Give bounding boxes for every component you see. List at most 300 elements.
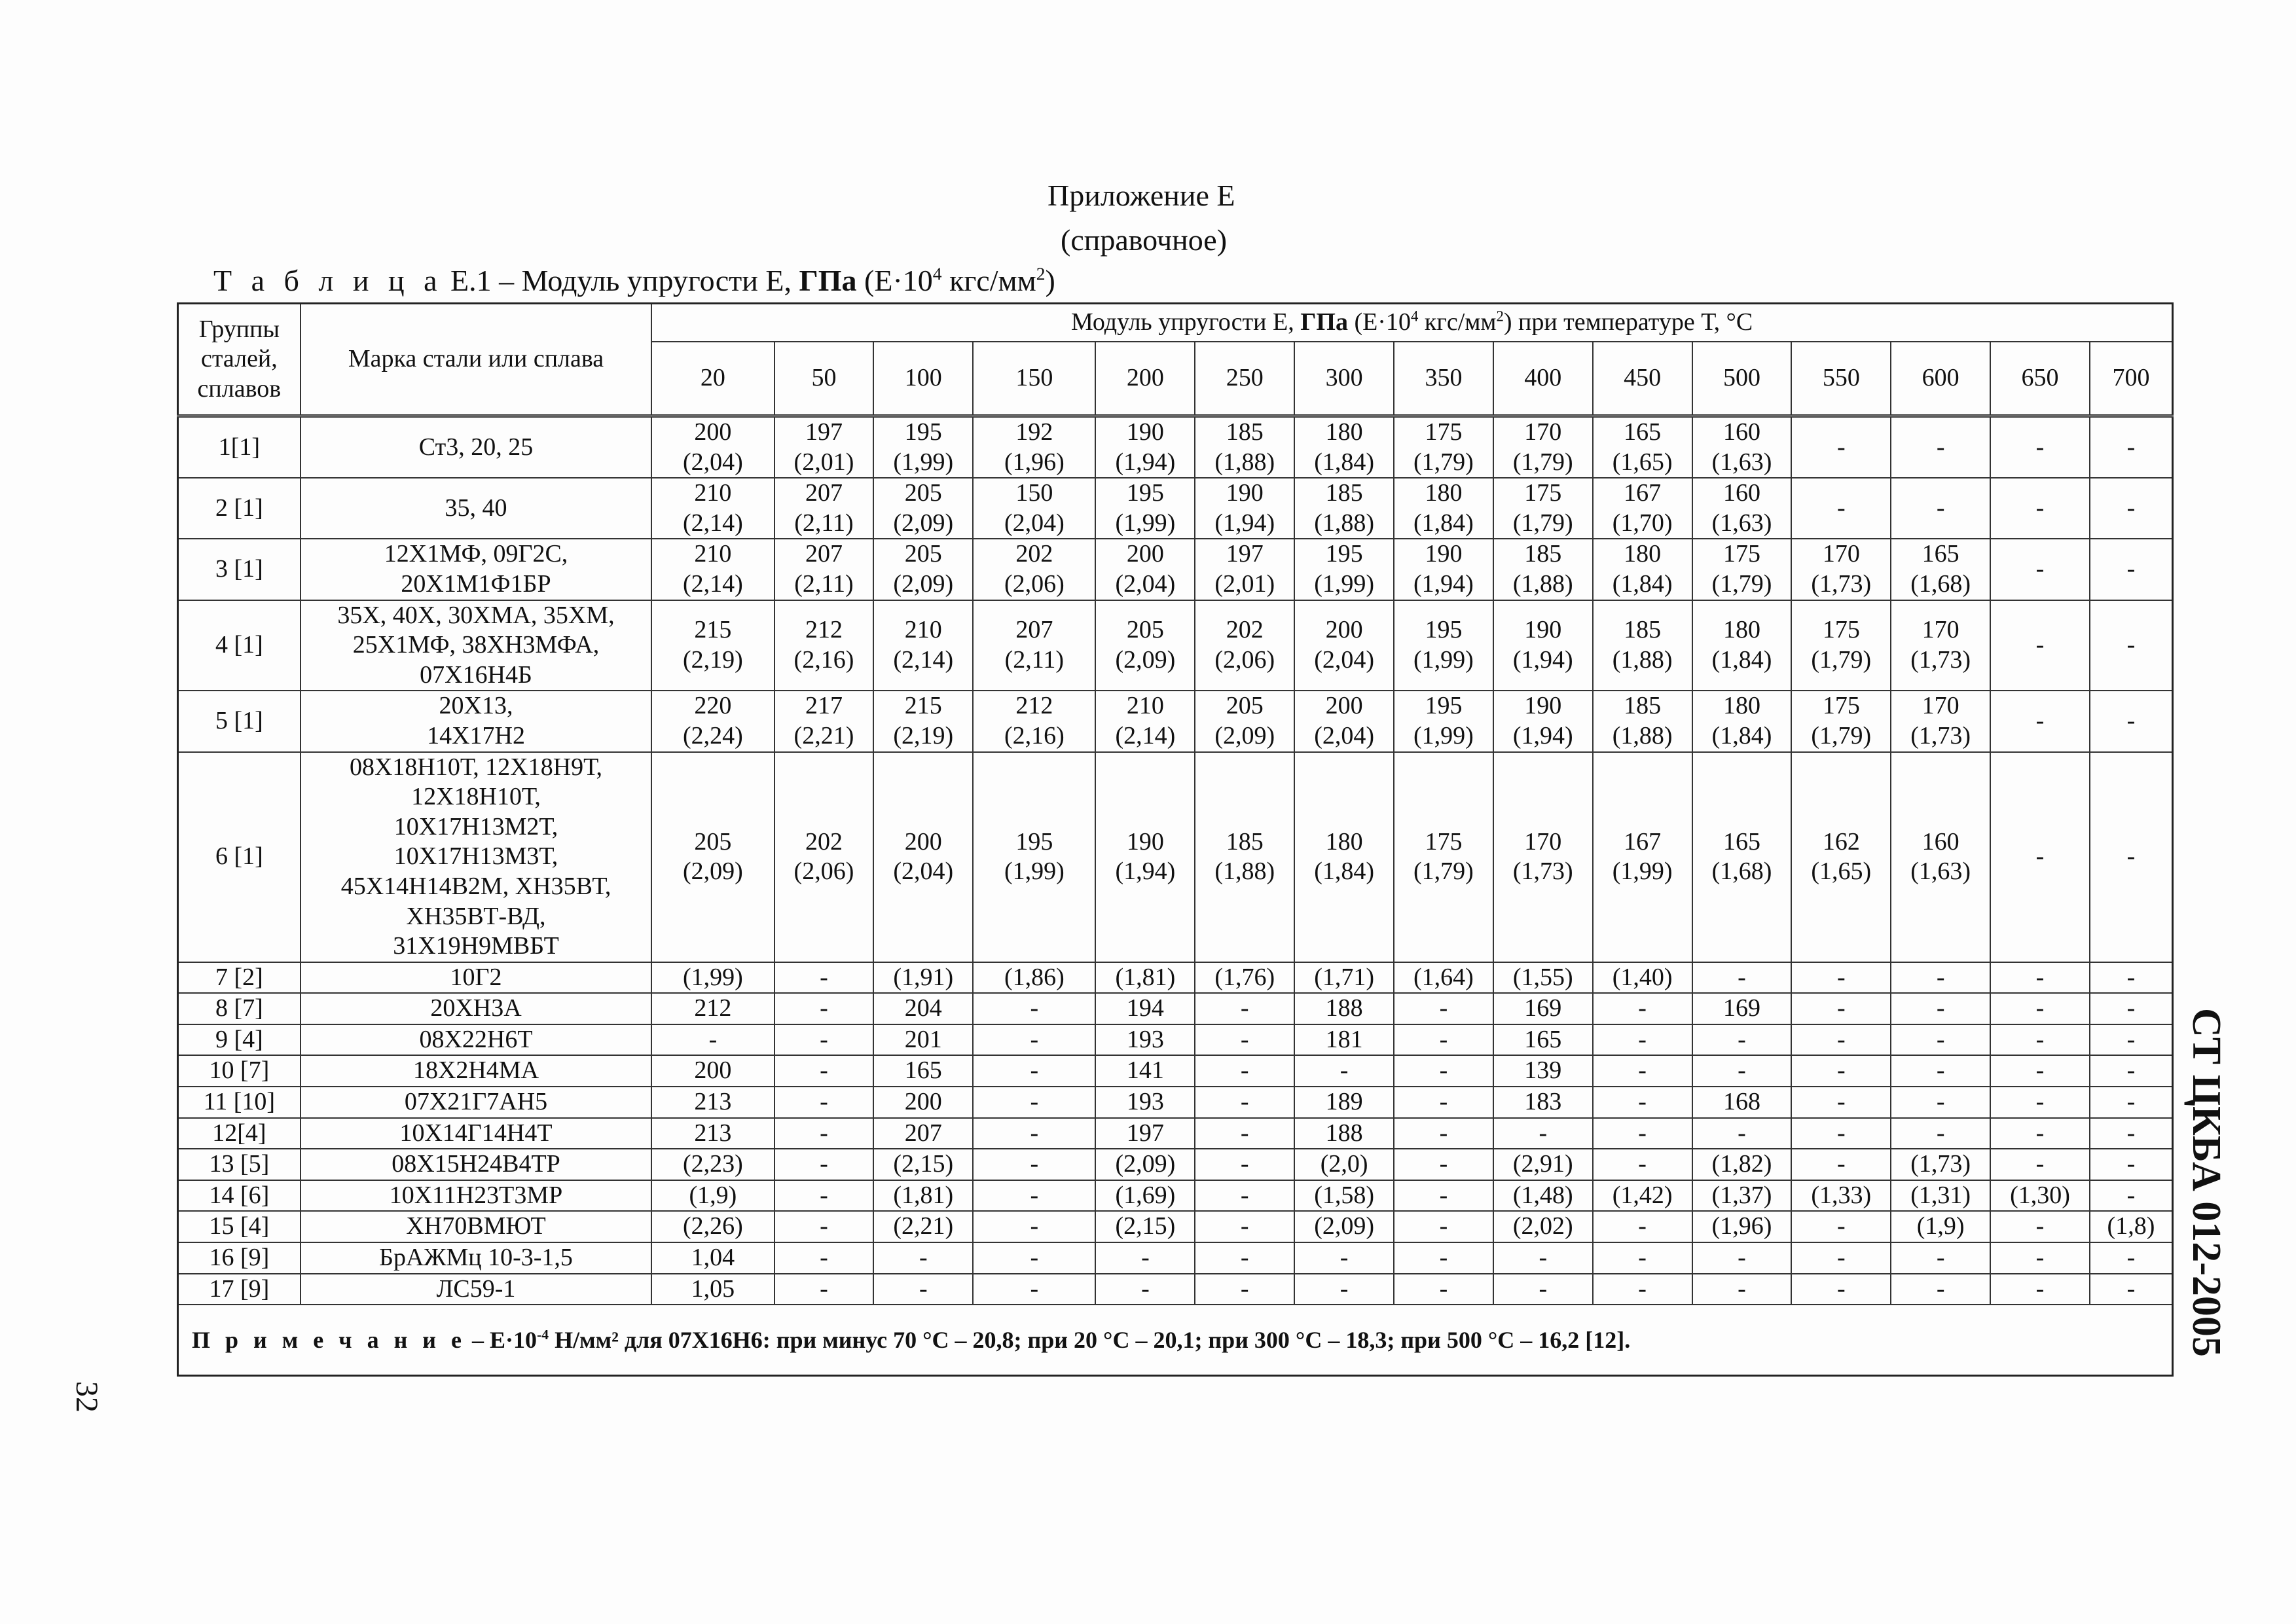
value-cell xyxy=(1791,1180,1891,1212)
value-line: - xyxy=(1638,1119,1647,1147)
value-line: 210 xyxy=(1126,692,1164,720)
value-line: 207 xyxy=(805,479,843,507)
value-cell xyxy=(1095,1149,1195,1180)
value-cell xyxy=(651,1149,774,1180)
value-line: - xyxy=(2126,433,2136,461)
value-line: (2,14) xyxy=(682,509,743,537)
header-modulus-unit: кгс/мм xyxy=(1418,308,1497,336)
value-line: (1,94) xyxy=(1413,569,1474,598)
value-line: 180 xyxy=(1722,616,1760,644)
value-line: - xyxy=(820,994,828,1022)
value-cell xyxy=(2090,539,2173,600)
grade-line: ХН70ВМЮТ xyxy=(406,1212,546,1240)
value-line: - xyxy=(1439,1088,1448,1116)
value-line: 212 xyxy=(1015,692,1053,720)
grade-line: 20Х13, xyxy=(439,692,513,720)
table-body xyxy=(178,416,2173,1305)
value-cell xyxy=(1493,600,1593,691)
value-line: 169 xyxy=(1722,994,1760,1022)
note-text: Н/мм² для 07Х16Н6: при минус 70 °С – 20,8; при 20 °С – 20,1; при 300 °С – 18,3; при 500 °С – 16,2 [12]. xyxy=(549,1326,1631,1353)
value-cell xyxy=(1593,1180,1692,1212)
value-cell xyxy=(973,962,1095,994)
value-cell xyxy=(873,1149,973,1180)
value-line: - xyxy=(1240,1181,1249,1209)
value-line: (2,01) xyxy=(793,448,854,476)
value-cell xyxy=(1394,752,1493,962)
value-line: (1,96) xyxy=(1004,448,1065,476)
value-line: - xyxy=(1936,1274,1945,1303)
value-line: - xyxy=(1030,1274,1039,1303)
value-cell xyxy=(1891,1180,1990,1212)
value-line: - xyxy=(2126,1244,2136,1272)
value-line: 210 xyxy=(904,616,942,644)
value-cell xyxy=(1791,1149,1891,1180)
grade-cell xyxy=(301,1087,652,1118)
value-cell xyxy=(1195,1242,1294,1274)
grade-line: 45Х14Н14В2М, ХН35ВТ, xyxy=(340,872,611,900)
value-cell xyxy=(774,539,874,600)
value-line: (1,9) xyxy=(1916,1212,1965,1240)
grade-line: 07Х21Г7АН5 xyxy=(404,1088,548,1116)
value-cell xyxy=(1195,1024,1294,1056)
value-line: - xyxy=(2035,1025,2045,1053)
value-line: (2,02) xyxy=(1512,1212,1573,1240)
value-line: 175 xyxy=(1822,692,1860,720)
value-cell xyxy=(1990,1242,2090,1274)
value-line: 185 xyxy=(1226,827,1264,856)
value-cell xyxy=(873,1055,973,1087)
value-cell xyxy=(1394,962,1493,994)
value-line: (1,63) xyxy=(1711,509,1772,537)
value-line: - xyxy=(1738,1244,1746,1272)
value-cell xyxy=(774,962,874,994)
value-cell xyxy=(651,416,774,478)
elastic-modulus-table xyxy=(177,302,2174,1377)
value-line: 195 xyxy=(1425,692,1463,720)
table-row xyxy=(178,691,2173,751)
value-cell xyxy=(1891,1024,1990,1056)
value-line: 200 xyxy=(694,1056,732,1085)
value-cell xyxy=(2090,1242,2173,1274)
value-cell xyxy=(1593,600,1692,691)
value-line: (1,84) xyxy=(1413,509,1474,537)
table-caption xyxy=(213,263,1055,298)
value-line: - xyxy=(919,1244,928,1272)
value-line: - xyxy=(1339,1244,1349,1272)
value-cell xyxy=(1692,478,1792,539)
value-cell xyxy=(873,416,973,478)
value-line: (2,23) xyxy=(682,1150,743,1178)
value-line: - xyxy=(1836,963,1846,991)
value-line: - xyxy=(2126,1056,2136,1085)
value-line: - xyxy=(1836,1212,1846,1240)
value-line: - xyxy=(919,1274,928,1303)
value-line: (2,24) xyxy=(682,721,743,749)
value-line: - xyxy=(820,1150,828,1178)
value-cell xyxy=(973,1211,1095,1242)
value-line: - xyxy=(1638,1088,1647,1116)
value-cell xyxy=(1394,1274,1493,1305)
value-cell xyxy=(1095,416,1195,478)
value-cell xyxy=(2090,1211,2173,1242)
value-line: (2,16) xyxy=(1004,721,1065,749)
value-line: - xyxy=(1439,1212,1448,1240)
value-cell xyxy=(1692,1242,1792,1274)
value-line: - xyxy=(1936,1025,1945,1053)
value-cell xyxy=(1791,1118,1891,1149)
temperature-header: 500 xyxy=(1692,342,1792,416)
value-line: (2,04) xyxy=(893,857,954,886)
grade-line: 14Х17Н2 xyxy=(427,721,525,749)
value-line: - xyxy=(2126,1274,2136,1303)
value-line: 175 xyxy=(1822,616,1860,644)
value-line: (2,14) xyxy=(682,569,743,598)
value-line: 160 xyxy=(1922,827,1959,856)
value-line: (1,84) xyxy=(1314,448,1374,476)
value-line: 197 xyxy=(805,418,843,446)
value-line: 195 xyxy=(1126,479,1164,507)
value-line: 165 xyxy=(1922,540,1959,568)
value-cell xyxy=(973,1024,1095,1056)
value-line: (1,73) xyxy=(1910,721,1971,749)
value-cell xyxy=(1195,478,1294,539)
value-cell xyxy=(1593,691,1692,751)
value-line: 205 xyxy=(1226,692,1264,720)
value-line: - xyxy=(1638,1212,1647,1240)
value-line: 207 xyxy=(904,1119,942,1147)
value-line: - xyxy=(1240,1150,1249,1178)
value-line: - xyxy=(1240,1274,1249,1303)
group-cell: 11 [10] xyxy=(178,1087,301,1118)
value-line: 175 xyxy=(1524,479,1562,507)
value-line: - xyxy=(1539,1119,1548,1147)
value-line: (1,79) xyxy=(1811,721,1872,749)
value-line: (1,84) xyxy=(1612,569,1673,598)
header-sup-1: 4 xyxy=(1410,308,1419,325)
value-cell xyxy=(1692,1180,1792,1212)
value-line: - xyxy=(1339,1056,1349,1085)
value-line: (2,14) xyxy=(1115,721,1176,749)
value-cell xyxy=(651,1274,774,1305)
value-cell xyxy=(973,1274,1095,1305)
value-line: (1,73) xyxy=(1811,569,1872,598)
value-line: 150 xyxy=(1015,479,1053,507)
value-cell xyxy=(873,1024,973,1056)
value-line: - xyxy=(1638,1150,1647,1178)
value-cell xyxy=(1394,478,1493,539)
value-cell xyxy=(1294,539,1394,600)
value-line: - xyxy=(1638,1056,1647,1085)
value-line: (1,8) xyxy=(2107,1212,2155,1240)
value-cell xyxy=(1990,1149,2090,1180)
value-line: - xyxy=(2126,555,2136,583)
value-line: 165 xyxy=(1624,418,1662,446)
temperature-header: 300 xyxy=(1294,342,1394,416)
value-line: (2,06) xyxy=(1004,569,1065,598)
value-line: - xyxy=(1030,1088,1039,1116)
value-cell xyxy=(2090,1118,2173,1149)
value-cell xyxy=(1692,1087,1792,1118)
value-line: (2,15) xyxy=(1115,1212,1176,1240)
value-cell xyxy=(973,1242,1095,1274)
value-line: 190 xyxy=(1226,479,1264,507)
value-line: 195 xyxy=(1015,827,1053,856)
value-cell xyxy=(1195,962,1294,994)
value-cell xyxy=(1593,1087,1692,1118)
value-line: - xyxy=(2035,555,2045,583)
group-cell: 10 [7] xyxy=(178,1055,301,1087)
table-row xyxy=(178,962,2173,994)
value-cell xyxy=(1294,1055,1394,1087)
value-line: - xyxy=(2126,1119,2136,1147)
caption-close: ) xyxy=(1045,264,1055,297)
value-line: - xyxy=(2126,1025,2136,1053)
value-cell xyxy=(1593,1055,1692,1087)
value-line: 190 xyxy=(1425,540,1463,568)
value-line: 195 xyxy=(1325,540,1363,568)
value-line: (1,88) xyxy=(1314,509,1374,537)
value-line: - xyxy=(1836,1025,1846,1053)
value-line: - xyxy=(1936,1244,1945,1272)
value-line: 168 xyxy=(1722,1088,1760,1116)
header-sup-2: 2 xyxy=(1496,308,1504,325)
grade-cell xyxy=(301,1180,652,1212)
note-label: П р и м е ч а н и е xyxy=(192,1326,467,1353)
value-line: - xyxy=(1738,963,1746,991)
value-line: 185 xyxy=(1524,540,1562,568)
table-row xyxy=(178,1274,2173,1305)
value-cell xyxy=(1791,752,1891,962)
value-cell xyxy=(651,691,774,751)
value-cell xyxy=(774,416,874,478)
value-line: - xyxy=(820,1212,828,1240)
value-line: 204 xyxy=(904,994,942,1022)
value-cell xyxy=(1294,962,1394,994)
caption-prefix: Т а б л и ц а xyxy=(213,264,443,297)
note-pre: – Е·10 xyxy=(466,1326,538,1353)
value-cell xyxy=(1692,600,1792,691)
value-cell xyxy=(873,539,973,600)
value-line: - xyxy=(1240,1119,1249,1147)
value-line: 185 xyxy=(1624,692,1662,720)
value-line: 212 xyxy=(694,994,732,1022)
value-line: - xyxy=(1836,994,1846,1022)
value-cell xyxy=(973,1118,1095,1149)
value-line: 188 xyxy=(1325,994,1363,1022)
value-cell xyxy=(1990,962,2090,994)
value-line: - xyxy=(1439,1056,1448,1085)
value-line: - xyxy=(1936,1088,1945,1116)
value-cell xyxy=(1095,993,1195,1024)
value-cell xyxy=(774,1087,874,1118)
value-line: - xyxy=(1030,1056,1039,1085)
value-line: - xyxy=(1030,1119,1039,1147)
value-cell xyxy=(1394,1180,1493,1212)
value-line: (1,88) xyxy=(1612,721,1673,749)
value-line: (1,65) xyxy=(1612,448,1673,476)
value-line: 180 xyxy=(1722,692,1760,720)
value-line: - xyxy=(2035,994,2045,1022)
grade-line: 35Х, 40Х, 30ХМА, 35ХМ, xyxy=(337,601,615,629)
value-line: 1,04 xyxy=(691,1244,735,1272)
value-line: (2,01) xyxy=(1214,569,1275,598)
value-line: 190 xyxy=(1126,418,1164,446)
value-line: (1,94) xyxy=(1115,448,1176,476)
value-line: - xyxy=(1141,1274,1150,1303)
value-cell xyxy=(1195,1180,1294,1212)
value-line: 160 xyxy=(1722,479,1760,507)
grade-line: Ст3, 20, 25 xyxy=(418,433,534,461)
grade-cell xyxy=(301,1149,652,1180)
value-cell xyxy=(1891,993,1990,1024)
value-line: - xyxy=(1836,1150,1846,1178)
value-cell xyxy=(1493,1149,1593,1180)
group-cell: 6 [1] xyxy=(178,752,301,962)
value-cell xyxy=(1394,1024,1493,1056)
value-line: 207 xyxy=(1015,616,1053,644)
value-cell xyxy=(651,600,774,691)
value-line: (1,99) xyxy=(893,448,954,476)
appendix-subtitle: (справочное) xyxy=(1061,223,1228,257)
value-cell xyxy=(1692,752,1792,962)
value-line: 194 xyxy=(1126,994,1164,1022)
table-row xyxy=(178,478,2173,539)
temperature-header: 350 xyxy=(1394,342,1493,416)
value-line: (1,48) xyxy=(1512,1181,1573,1209)
temperature-header: 450 xyxy=(1593,342,1692,416)
value-cell xyxy=(774,752,874,962)
value-cell xyxy=(1990,600,2090,691)
value-line: (1,99) xyxy=(1004,857,1065,886)
value-cell xyxy=(1095,1055,1195,1087)
temperature-header: 550 xyxy=(1791,342,1891,416)
value-line: 180 xyxy=(1325,827,1363,856)
value-line: 197 xyxy=(1226,540,1264,568)
grade-line: БрАЖМц 10-3-1,5 xyxy=(379,1244,573,1272)
value-line: (1,64) xyxy=(1413,963,1474,991)
value-line: 183 xyxy=(1524,1088,1562,1116)
value-line: 202 xyxy=(1015,540,1053,568)
value-line: (1,99) xyxy=(1612,857,1673,886)
value-line: 202 xyxy=(1226,616,1264,644)
value-line: 180 xyxy=(1325,418,1363,446)
value-cell xyxy=(651,993,774,1024)
value-cell xyxy=(873,1242,973,1274)
value-cell xyxy=(1891,1087,1990,1118)
value-cell xyxy=(651,1211,774,1242)
value-cell xyxy=(973,478,1095,539)
value-cell xyxy=(1294,752,1394,962)
value-cell xyxy=(1593,1242,1692,1274)
temperature-header: 650 xyxy=(1990,342,2090,416)
value-cell xyxy=(973,1055,1095,1087)
value-line: 200 xyxy=(904,827,942,856)
value-line: 213 xyxy=(694,1088,732,1116)
value-cell xyxy=(873,1274,973,1305)
grade-line: 08Х22Н6Т xyxy=(419,1025,533,1053)
value-line: - xyxy=(820,1088,828,1116)
value-cell xyxy=(1493,1274,1593,1305)
value-cell xyxy=(1394,1118,1493,1149)
value-cell xyxy=(1593,1118,1692,1149)
value-cell xyxy=(1294,416,1394,478)
value-cell xyxy=(1891,1149,1990,1180)
value-cell xyxy=(1095,962,1195,994)
group-cell: 5 [1] xyxy=(178,691,301,751)
value-line: - xyxy=(1240,1025,1249,1053)
value-line: - xyxy=(1936,994,1945,1022)
table-row xyxy=(178,1055,2173,1087)
value-line: 188 xyxy=(1325,1119,1363,1147)
value-line: (2,21) xyxy=(793,721,854,749)
value-cell xyxy=(1195,1149,1294,1180)
caption-text: Е.1 – Модуль упругости Е, xyxy=(443,264,799,297)
value-cell xyxy=(1394,1211,1493,1242)
value-line: (2,0) xyxy=(1320,1150,1368,1178)
value-line: (2,09) xyxy=(1115,1150,1176,1178)
value-line: - xyxy=(2035,433,2045,461)
header-modulus xyxy=(651,304,2172,342)
group-cell: 3 [1] xyxy=(178,539,301,600)
value-line: 195 xyxy=(904,418,942,446)
value-line: (2,26) xyxy=(682,1212,743,1240)
value-line: (1,40) xyxy=(1612,963,1673,991)
value-line: (1,79) xyxy=(1512,509,1573,537)
value-line: - xyxy=(2035,1274,2045,1303)
header-modulus-rest: (Е·10 xyxy=(1347,308,1411,336)
value-cell xyxy=(2090,1055,2173,1087)
value-cell xyxy=(1990,752,2090,962)
value-line: - xyxy=(1240,1088,1249,1116)
value-line: - xyxy=(1638,994,1647,1022)
value-cell xyxy=(1493,1242,1593,1274)
value-cell xyxy=(774,1055,874,1087)
value-line: - xyxy=(1030,1244,1039,1272)
value-line: (2,19) xyxy=(893,721,954,749)
value-cell xyxy=(1195,539,1294,600)
value-line: (1,88) xyxy=(1612,645,1673,674)
value-cell xyxy=(1891,752,1990,962)
value-cell xyxy=(1891,1055,1990,1087)
value-cell xyxy=(1593,993,1692,1024)
header-group: Группы сталей, сплавов xyxy=(178,304,301,416)
value-cell xyxy=(1095,1211,1195,1242)
value-cell xyxy=(1891,1118,1990,1149)
grade-line: 20ХН3А xyxy=(430,994,522,1022)
value-line: - xyxy=(820,1025,828,1053)
value-cell xyxy=(1692,691,1792,751)
value-line: - xyxy=(1240,1244,1249,1272)
temperature-header: 150 xyxy=(973,342,1095,416)
grade-cell xyxy=(301,1024,652,1056)
value-line: - xyxy=(2126,1088,2136,1116)
caption-sup-2: 2 xyxy=(1036,263,1046,284)
value-cell xyxy=(1294,600,1394,691)
value-line: (1,82) xyxy=(1711,1150,1772,1178)
value-cell xyxy=(651,539,774,600)
value-line: (2,09) xyxy=(1314,1212,1374,1240)
value-cell xyxy=(1294,478,1394,539)
value-line: - xyxy=(2035,707,2045,735)
value-line: 200 xyxy=(1325,616,1363,644)
value-cell xyxy=(1394,1149,1493,1180)
value-line: (2,04) xyxy=(1314,645,1374,674)
value-line: 175 xyxy=(1425,418,1463,446)
value-line: - xyxy=(1638,1244,1647,1272)
value-cell xyxy=(1692,993,1792,1024)
value-line: - xyxy=(1030,1025,1039,1053)
value-line: 207 xyxy=(805,540,843,568)
